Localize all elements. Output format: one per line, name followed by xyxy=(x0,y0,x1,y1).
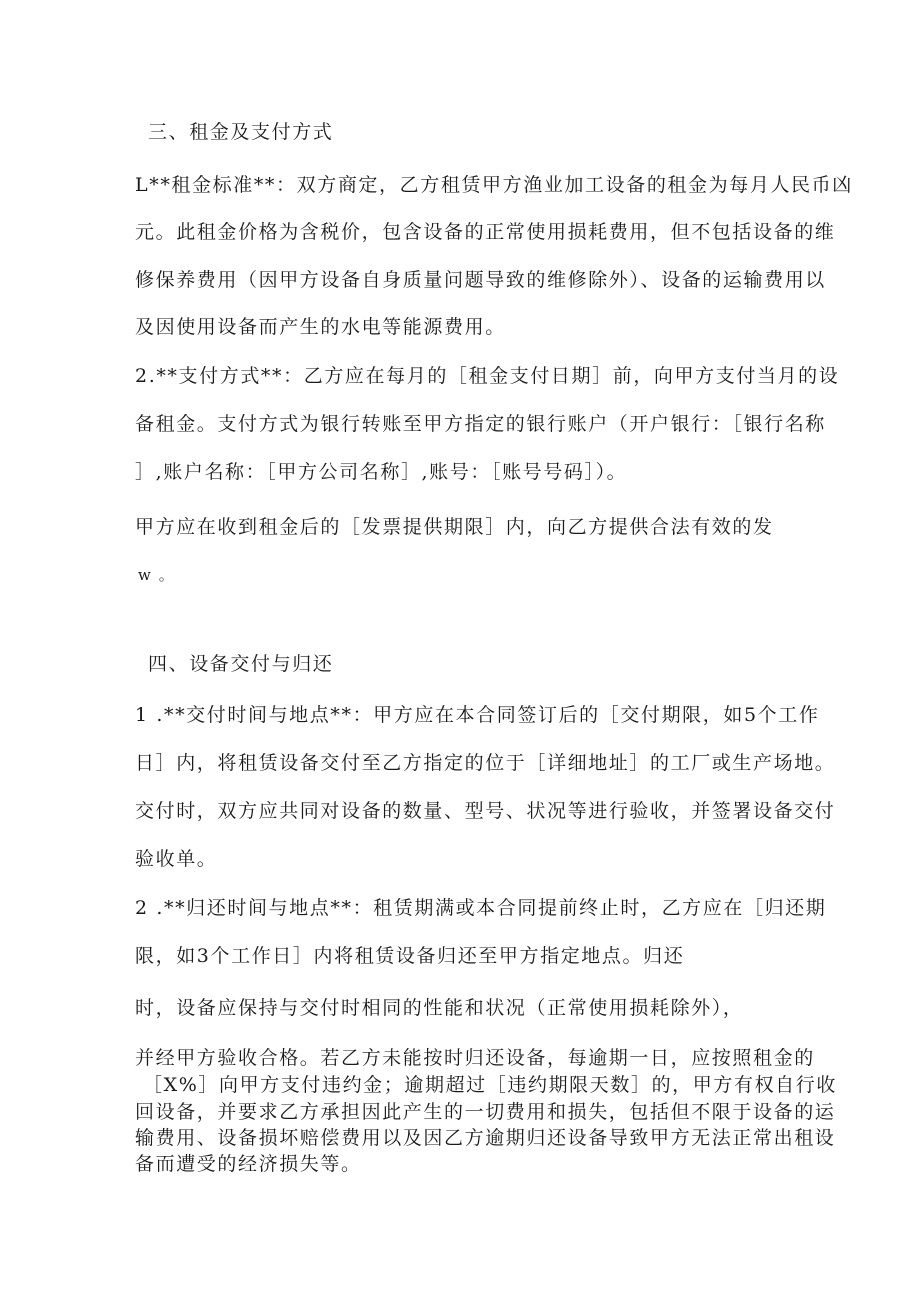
delivery-line-2: 日］内，将租赁设备交付至乙方指定的位于［详细地址］的工厂或生产场地。 xyxy=(135,752,836,774)
payment-method-line-3: ］,账户名称：［甲方公司名称］,账号：［账号号码］）。 xyxy=(135,461,628,483)
rent-standard-line-1: L**租金标准**：双方商定，乙方租赁甲方渔业加工设备的租金为每月人民币凶 xyxy=(135,174,853,196)
payment-method-line-1: 2.**支付方式**：乙方应在每月的［租金支付日期］前，向甲方支付当月的设 xyxy=(135,365,840,387)
delivery-line-3: 交付时，双方应共同对设备的数量、型号、状况等进行验收，并签署设备交付 xyxy=(135,800,836,822)
invoice-line-1: 甲方应在收到租金后的［发票提供期限］内，向乙方提供合法有效的发 xyxy=(135,516,774,538)
return-line-2: 限，如3个工作日］内将租赁设备归还至甲方指定地点。归还 xyxy=(135,945,685,967)
rent-standard-line-3: 修保养费用（因甲方设备自身质量问题导致的维修除外）、设备的运输费用以 xyxy=(135,269,826,291)
invoice-line-2: w 。 xyxy=(138,566,176,584)
return-line-7: 输费用、设备损坏赔偿费用以及因乙方逾期归还设备导致甲方无法正常出租设 xyxy=(135,1127,836,1149)
delivery-line-1: 1 .**交付时间与地点**：甲方应在本合同签订后的［交付期限，如5个工作 xyxy=(135,704,820,726)
delivery-line-4: 验收单。 xyxy=(135,848,218,870)
return-line-3: 时，设备应保持与交付时相同的性能和状况（正常使用损耗除外）， xyxy=(135,997,744,1019)
return-line-4: 并经甲方验收合格。若乙方未能按时归还设备，每逾期一日，应按照租金的 xyxy=(135,1047,815,1069)
rent-standard-line-4: 及因使用设备而产生的水电等能源费用。 xyxy=(135,316,506,338)
return-line-8: 备而遭受的经济损失等。 xyxy=(135,1153,362,1175)
rent-standard-line-2: 元。此租金价格为含税价，包含设备的正常使用损耗费用，但不包括设备的维 xyxy=(135,221,836,243)
return-line-1: 2 .**归还时间与地点**：租赁期满或本合同提前终止时，乙方应在［归还期 xyxy=(135,897,827,919)
payment-method-line-2: 备租金。支付方式为银行转账至甲方指定的银行账户（开户银行：［银行名称 xyxy=(135,413,826,435)
return-line-5: ［X%］向甲方支付违约金；逾期超过［违约期限天数］的，甲方有权自行收 xyxy=(143,1074,837,1096)
section-3-heading: 三、租金及支付方式 xyxy=(148,121,334,143)
return-line-6: 回设备，并要求乙方承担因此产生的一切费用和损失，包括但不限于设备的运 xyxy=(135,1101,836,1123)
section-4-heading: 四、设备交付与归还 xyxy=(148,653,334,675)
